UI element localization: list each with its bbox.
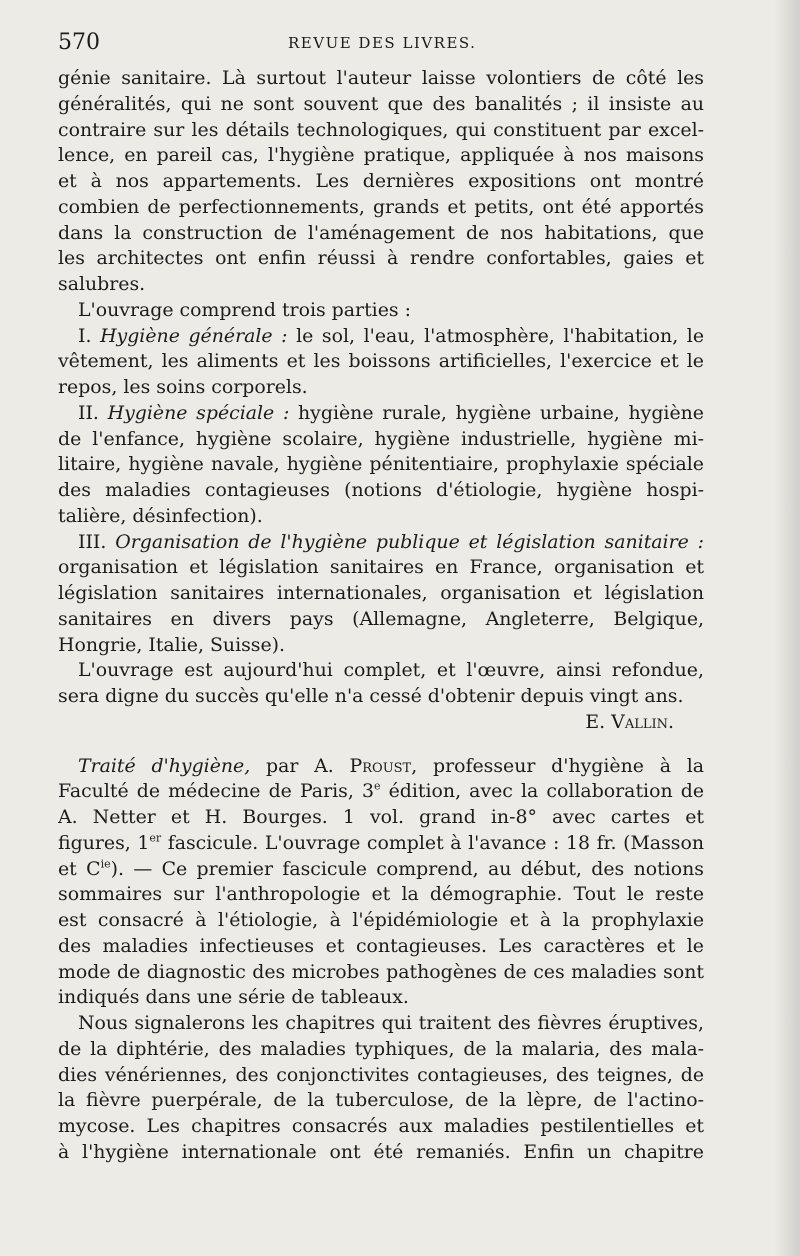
text-span: et C: [58, 857, 101, 880]
reviewer-signature: E. Vallin.: [585, 710, 674, 733]
text-line: L'ouvrage est aujourd'hui complet, et l'œuvre, ainsi refondue,: [78, 659, 704, 682]
text-line: les architectes ont enfin réussi à rendre confortables, gaies et: [58, 247, 704, 270]
part-title: Organisation de l'hygiène publique et législation sanitaire :: [115, 530, 704, 553]
superscript: er: [149, 831, 162, 845]
review-heading: [58, 754, 704, 780]
text-span: fascicule. L'ouvrage complet à l'avance : 18 fr. (Masson: [161, 831, 704, 854]
text-line: à l'hygiène internationale ont été remaniés. Enfin un chapitre: [58, 1140, 704, 1163]
text-line: lence, en pareil cas, l'hygiène pratique, appliquée à nos maisons: [58, 144, 704, 167]
text-line: mode de diagnostic des microbes pathogènes de ces maladies sont: [58, 960, 704, 983]
part-3-heading: [58, 530, 704, 556]
text-line: combien de perfectionnements, grands et petits, ont été apportés: [58, 195, 704, 218]
page-header: [58, 30, 702, 64]
text-span: Faculté de médecine de Paris, 3: [58, 780, 374, 803]
text-line: des maladies infectieuses et contagieuses. Les caractères et le: [58, 934, 704, 957]
text-line: dies vénériennes, des conjonctivites contagieuses, des teignes, de: [58, 1063, 704, 1086]
superscript: ie: [100, 857, 111, 871]
part-title: Hygiène générale :: [100, 324, 288, 347]
parts-intro: L'ouvrage comprend trois parties :: [78, 298, 411, 321]
part-text: hygiène rurale, hygiène urbaine, hygiène: [289, 401, 704, 424]
text-span: édition, avec la collaboration de: [380, 780, 704, 803]
text-line: repos, les soins corporels.: [58, 376, 308, 398]
page-number: 570: [58, 30, 100, 55]
text-line: [58, 857, 704, 883]
text-line: la fièvre puerpérale, de la tuberculose, de la lèpre, de l'actino-: [58, 1089, 704, 1112]
text-line: des maladies contagieuses (notions d'étiologie, hygiène hospi-: [58, 479, 704, 501]
text-span: ). — Ce premier fascicule comprend, au début, des notions: [110, 857, 704, 880]
text-line: vêtement, les aliments et les boissons artificielles, l'exercice et le: [58, 350, 704, 373]
text-line: de l'enfance, hygiène scolaire, hygiène industrielle, hygiène mi-: [58, 427, 704, 450]
running-title: REVUE DES LIVRES.: [288, 34, 477, 52]
author-name: Proust: [349, 754, 412, 777]
text-line: dans la construction de l'aménagement de nos habitations, que: [58, 221, 704, 244]
text-line: Nous signalerons les chapitres qui traitent des fièvres éruptives,: [78, 1012, 704, 1034]
part-number: II.: [78, 401, 99, 424]
text-line: salubres.: [58, 273, 146, 295]
text-line: généralités, qui ne sont souvent que des banalités ; il insiste au: [58, 92, 704, 115]
part-title: Hygiène spéciale :: [107, 401, 290, 424]
page-edge-shadow: [774, 0, 800, 1256]
text-line: talière, désinfection).: [58, 504, 263, 527]
text-line: génie sanitaire. Là surtout l'auteur laisse volontiers de côté les: [58, 67, 704, 89]
text-line: mycose. Les chapitres consacrés aux maladies pestilentielles et: [58, 1115, 704, 1137]
part-number: I.: [78, 324, 92, 347]
text-line: contraire sur les détails technologiques, qui constituent par excel-: [58, 118, 704, 141]
review-proust: [58, 754, 704, 1166]
text-line: et à nos appartements. Les dernières expositions ont montré: [58, 170, 704, 192]
text-line: indiqués dans une série de tableaux.: [58, 986, 409, 1009]
text-line: [58, 831, 704, 857]
text-line: [58, 779, 704, 805]
text-line: sommaires sur l'anthropologie et la démographie. Tout le reste: [58, 883, 704, 906]
text-line: A. Netter et H. Bourges. 1 vol. grand in-8° avec cartes et: [58, 806, 704, 828]
text-line: organisation et législation sanitaires en France, organisation et: [58, 556, 704, 579]
text-line: de la diphtérie, des maladies typhiques, de la malaria, des mala-: [58, 1037, 704, 1060]
part-number: III.: [78, 530, 107, 553]
superscript: e: [373, 779, 381, 793]
text-line: litaire, hygiène navale, hygiène pénitentiaire, prophylaxie spéciale: [58, 453, 704, 476]
text-line: sera digne du succès qu'elle n'a cessé d'obtenir depuis vingt ans.: [58, 685, 684, 707]
text-line: Hongrie, Italie, Suisse).: [58, 633, 286, 656]
page-body: [58, 66, 704, 1166]
part-text: le sol, l'eau, l'atmosphère, l'habitation, le: [287, 324, 704, 347]
text-span: , professeur d'hygiène à la: [411, 754, 704, 777]
text-line: sanitaires en divers pays (Allemagne, Angleterre, Belgique,: [58, 607, 704, 630]
part-2-heading: [58, 401, 704, 427]
book-title: Traité d'hygiène,: [78, 754, 251, 777]
text-span: par A.: [250, 754, 350, 777]
part-1-heading: [58, 324, 704, 350]
text-span: figures, 1: [58, 831, 150, 854]
text-line: législation sanitaires internationales, organisation et législation: [58, 582, 704, 604]
text-line: est consacré à l'étiologie, à l'épidémiologie et à la prophylaxie: [58, 909, 704, 931]
review-vallin: [58, 66, 704, 736]
